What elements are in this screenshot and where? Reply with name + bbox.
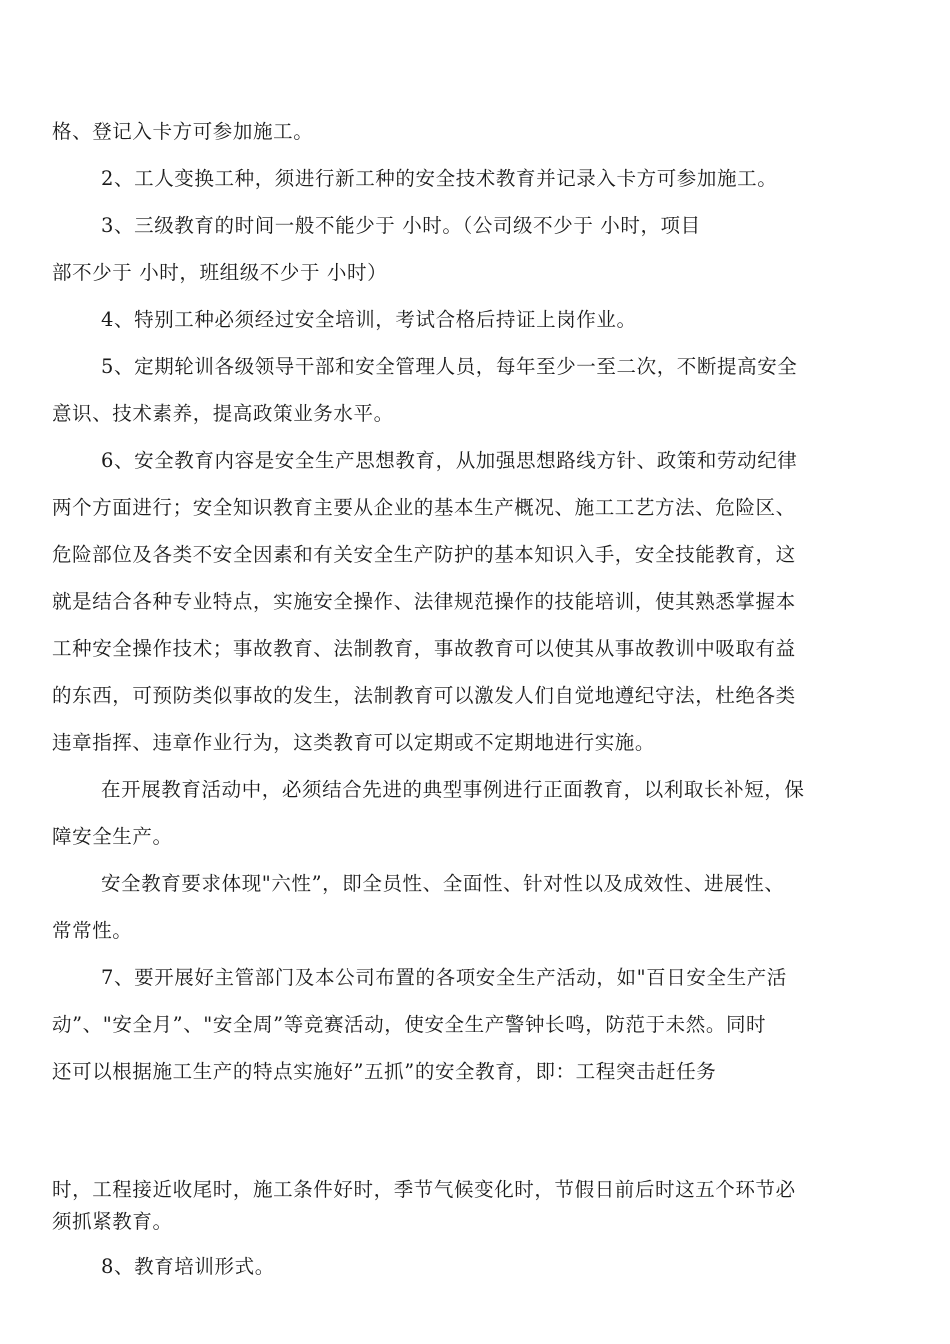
text-line: 8、教育培训形式。 <box>101 1255 275 1278</box>
text-line: 3、三级教育的时间一般不能少于 小时。（公司级不少于 小时，项目 <box>101 214 701 237</box>
text-line: 安全教育要求体现"六性”，即全员性、全面性、针对性以及成效性、进展性、 <box>101 872 785 895</box>
text-line: 部不少于 小时，班组级不少于 小时） <box>52 261 388 284</box>
text-line: 常常性。 <box>52 919 133 942</box>
text-line: 动”、"安全月”、"安全周”等竞赛活动，使安全生产警钟长鸣，防范于未然。同时 <box>52 1013 767 1036</box>
text-line: 工种安全操作技术；事故教育、法制教育，事故教育可以使其从事故教训中吸取有益 <box>52 637 796 660</box>
text-line: 的东西，可预防类似事故的发生，法制教育可以激发人们自觉地遵纪守法，杜绝各类 <box>52 684 796 707</box>
text-line: 时，工程接近收尾时，施工条件好时，季节气候变化时，节假日前后时这五个环节必 <box>52 1178 796 1201</box>
text-line: 危险部位及各类不安全因素和有关安全生产防护的基本知识入手，安全技能教育，这 <box>52 543 796 566</box>
text-line: 6、安全教育内容是安全生产思想教育，从加强思想路线方针、政策和劳动纪律 <box>101 449 798 472</box>
text-line: 障安全生产。 <box>52 825 173 848</box>
text-line: 7、要开展好主管部门及本公司布置的各项安全生产活动，如"百日安全生产活 <box>101 966 787 989</box>
text-line: 格、登记入卡方可参加施工。 <box>52 120 314 143</box>
text-line: 在开展教育活动中，必须结合先进的典型事例进行正面教育，以利取长补短，保 <box>101 778 805 801</box>
text-line: 5、定期轮训各级领导干部和安全管理人员，每年至少一至二次，不断提高安全 <box>101 355 798 378</box>
text-line: 就是结合各种专业特点，实施安全操作、法律规范操作的技能培训，使其熟悉掌握本 <box>52 590 796 613</box>
text-line: 4、特别工种必须经过安全培训，考试合格后持证上岗作业。 <box>101 308 637 331</box>
text-line: 还可以根据施工生产的特点实施好”五抓”的安全教育，即：工程突击赶任务 <box>52 1060 717 1083</box>
text-line: 违章指挥、违章作业行为，这类教育可以定期或不定期地进行实施。 <box>52 731 656 754</box>
text-line: 意识、技术素养，提高政策业务水平。 <box>52 402 394 425</box>
text-line: 2、工人变换工种，须进行新工种的安全技术教育并记录入卡方可参加施工。 <box>101 167 778 190</box>
text-line: 须抓紧教育。 <box>52 1210 173 1233</box>
text-line: 两个方面进行；安全知识教育主要从企业的基本生产概况、施工工艺方法、危险区、 <box>52 496 796 519</box>
